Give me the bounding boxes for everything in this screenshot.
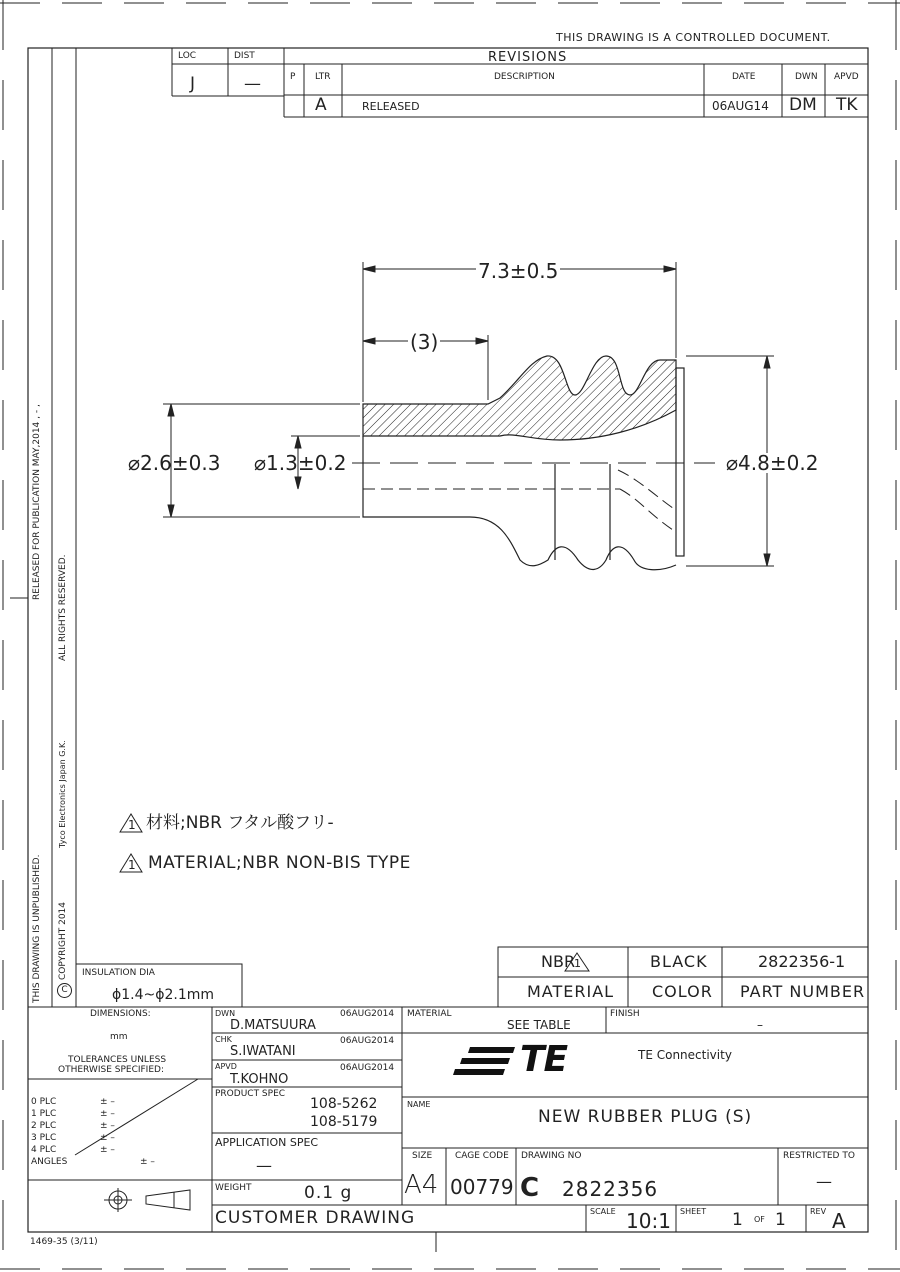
chk-label: CHK <box>215 1035 232 1044</box>
weight-value: 0.1 g <box>304 1183 353 1203</box>
rev-value: A <box>832 1209 846 1233</box>
size-label: SIZE <box>412 1151 433 1161</box>
rev-header-date: DATE <box>732 72 756 82</box>
plc-0-value: ± – <box>100 1097 115 1107</box>
part-material-note: 1 <box>574 957 581 970</box>
te-logo-bars <box>453 1047 515 1075</box>
dim-small-diameter: ⌀2.6±0.3 <box>128 451 221 475</box>
te-logo-text: TE <box>520 1039 568 1080</box>
release-note: RELEASED FOR PUBLICATION MAY,2014 , - , <box>32 404 42 600</box>
dim-reference-length: (3) <box>410 330 439 354</box>
plc-4-label: 4 PLC <box>31 1145 57 1155</box>
customer-drawing-label: CUSTOMER DRAWING <box>215 1208 416 1228</box>
header-material: MATERIAL <box>527 982 615 1001</box>
company-name: TE Connectivity <box>638 1048 732 1062</box>
finish-label: FINISH <box>610 1009 640 1019</box>
dim-large-diameter: ⌀4.8±0.2 <box>726 451 819 475</box>
plc-3-label: 3 PLC <box>31 1133 57 1143</box>
dist-label: DIST <box>234 51 255 61</box>
rev-header-description: DESCRIPTION <box>494 72 555 82</box>
drawing-no-label: DRAWING NO <box>521 1151 582 1161</box>
rev-label: REV <box>810 1207 827 1216</box>
scale-label: SCALE <box>590 1207 616 1216</box>
note-material-jp: 材料;NBR フタル酸フリ- <box>146 813 334 833</box>
material-value: SEE TABLE <box>507 1018 571 1032</box>
form-number: 1469-35 (3/11) <box>30 1237 98 1247</box>
material-label: MATERIAL <box>407 1009 452 1019</box>
product-spec-2: 108-5179 <box>310 1114 378 1130</box>
dim-overall-length: 7.3±0.5 <box>478 259 559 283</box>
sheet-total: 1 <box>775 1210 786 1230</box>
sheet-value: 1 <box>732 1210 743 1230</box>
note-number-1: 1 <box>128 818 136 832</box>
controlled-document-note: THIS DRAWING IS A CONTROLLED DOCUMENT. <box>556 31 831 44</box>
angles-value: ± – <box>140 1157 155 1167</box>
apvd-date: 06AUG2014 <box>340 1063 395 1073</box>
part-color: BLACK <box>650 952 708 971</box>
note-number-2: 1 <box>128 858 136 872</box>
rev-description: RELEASED <box>362 100 420 113</box>
note-material-en: MATERIAL;NBR NON-BIS TYPE <box>148 853 411 873</box>
apvd-label: APVD <box>215 1062 237 1071</box>
scale-value: 10:1 <box>626 1209 671 1233</box>
sheet-label: SHEET <box>680 1207 707 1216</box>
cage-code-label: CAGE CODE <box>455 1151 509 1161</box>
dimensions-label: DIMENSIONS: <box>90 1009 151 1019</box>
revisions-title: REVISIONS <box>488 50 568 65</box>
product-spec-1: 108-5262 <box>310 1096 378 1112</box>
part-material: NBR <box>541 952 576 971</box>
loc-label: LOC <box>178 51 197 61</box>
drawing-prefix: C <box>520 1173 540 1203</box>
loc-value: J <box>190 74 196 94</box>
plc-1-value: ± – <box>100 1109 115 1119</box>
rev-date: 06AUG14 <box>712 99 769 113</box>
rev-ltr: A <box>315 95 327 115</box>
restricted-value: — <box>816 1172 832 1191</box>
company-note: Tyco Electronics Japan G.K. <box>58 740 67 848</box>
rev-apvd: TK <box>836 95 858 115</box>
finish-value: – <box>757 1018 763 1032</box>
rev-dwn: DM <box>789 95 817 115</box>
copyright-note: COPYRIGHT 2014 <box>58 901 68 980</box>
projection-symbol <box>104 1188 190 1212</box>
part-number: 2822356-1 <box>758 952 846 971</box>
unpublished-note: THIS DRAWING IS UNPUBLISHED. <box>32 854 42 1003</box>
plc-4-value: ± – <box>100 1145 115 1155</box>
restricted-label: RESTRICTED TO <box>783 1151 855 1161</box>
chk-date: 06AUG2014 <box>340 1036 395 1046</box>
units-value: mm <box>110 1032 128 1042</box>
dist-value: — <box>244 74 261 94</box>
dwn-label: DWN <box>215 1009 236 1018</box>
drawing-number: 2822356 <box>562 1177 659 1201</box>
sheet-of-label: OF <box>754 1215 765 1224</box>
drawing-name: NEW RUBBER PLUG (S) <box>538 1107 753 1127</box>
angles-label: ANGLES <box>31 1157 68 1167</box>
chk-name: S.IWATANI <box>230 1044 296 1059</box>
header-part-number: PART NUMBER <box>740 982 866 1001</box>
cage-code-value: 00779 <box>450 1175 514 1199</box>
rev-header-ltr: LTR <box>315 72 331 82</box>
insulation-label: INSULATION DIA <box>82 968 155 978</box>
insulation-value: ϕ1.4~ϕ2.1mm <box>112 987 215 1003</box>
plc-1-label: 1 PLC <box>31 1109 57 1119</box>
application-spec-label: APPLICATION SPEC <box>215 1136 319 1149</box>
plc-3-value: ± – <box>100 1133 115 1143</box>
rev-header-dwn: DWN <box>795 72 818 82</box>
application-spec-value: — <box>256 1156 272 1175</box>
rights-note: ALL RIGHTS RESERVED. <box>58 554 68 661</box>
plc-0-label: 0 PLC <box>31 1097 57 1107</box>
size-value: A4 <box>404 1170 439 1200</box>
dwn-date: 06AUG2014 <box>340 1009 395 1019</box>
plc-2-label: 2 PLC <box>31 1121 57 1131</box>
rev-header-apvd: APVD <box>834 72 859 82</box>
tolerance-label-1: TOLERANCES UNLESS <box>68 1055 167 1065</box>
plc-2-value: ± – <box>100 1121 115 1131</box>
name-label: NAME <box>407 1100 431 1109</box>
product-spec-label: PRODUCT SPEC <box>215 1089 286 1099</box>
copyright-symbol: C <box>57 983 72 998</box>
rev-header-p: P <box>290 72 296 82</box>
dwn-name: D.MATSUURA <box>230 1018 316 1033</box>
tolerance-label-2: OTHERWISE SPECIFIED: <box>58 1065 164 1075</box>
header-color: COLOR <box>652 982 713 1001</box>
weight-label: WEIGHT <box>215 1183 252 1193</box>
dim-inner-diameter: ⌀1.3±0.2 <box>254 451 347 475</box>
apvd-name: T.KOHNO <box>230 1072 289 1087</box>
